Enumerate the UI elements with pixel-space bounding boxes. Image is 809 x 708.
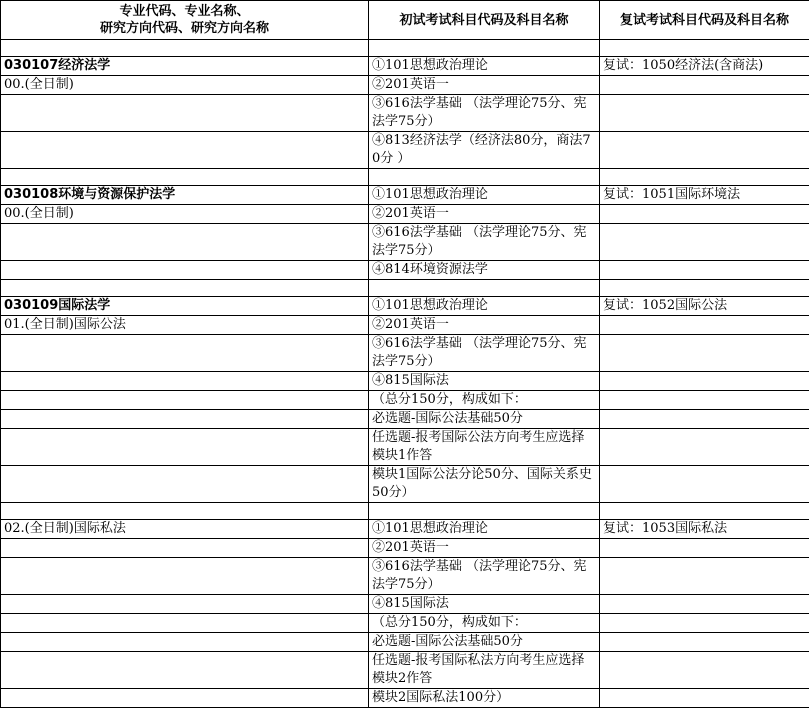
major-cell — [1, 335, 369, 372]
major-cell — [1, 466, 369, 503]
table-row — [1, 372, 809, 391]
table-body — [1, 40, 809, 708]
retest-subject-cell — [600, 261, 809, 280]
initial-subject-cell: （总分150分，构成如下： — [369, 391, 600, 410]
retest-subject-cell — [600, 429, 809, 466]
initial-subject-cell: ④813经济法学（经济法80分，商法70分 ） — [369, 132, 600, 169]
retest-subject-cell — [600, 280, 809, 297]
retest-subject-cell — [600, 466, 809, 503]
initial-subject-cell: ①101思想政治理论 — [369, 57, 600, 76]
major-cell: 02.(全日制)国际私法 — [1, 520, 369, 539]
major-cell — [1, 429, 369, 466]
table-row — [1, 595, 809, 614]
retest-subject-cell — [600, 205, 809, 224]
table-row — [1, 689, 809, 708]
retest-subject-cell — [600, 372, 809, 391]
table-row — [1, 539, 809, 558]
retest-subject-cell — [600, 503, 809, 520]
table-row — [1, 652, 809, 689]
spacer-row — [1, 503, 809, 520]
retest-subject-cell — [600, 40, 809, 57]
retest-subject-cell — [600, 595, 809, 614]
table-row — [1, 558, 809, 595]
header-major — [1, 1, 369, 40]
initial-subject-cell: ③616法学基础 （法学理论75分、宪法学75分） — [369, 558, 600, 595]
major-cell — [1, 539, 369, 558]
initial-subject-cell: ①101思想政治理论 — [369, 297, 600, 316]
initial-subject-cell: ④815国际法 — [369, 595, 600, 614]
retest-subject-cell — [600, 614, 809, 633]
table-row — [1, 186, 809, 205]
table-row — [1, 335, 809, 372]
major-cell — [1, 169, 369, 186]
major-cell — [1, 95, 369, 132]
table-row — [1, 391, 809, 410]
initial-subject-cell: ④815国际法 — [369, 372, 600, 391]
spacer-row — [1, 280, 809, 297]
initial-subject-cell: ③616法学基础 （法学理论75分、宪法学75分） — [369, 95, 600, 132]
table-row — [1, 205, 809, 224]
retest-subject-cell — [600, 76, 809, 95]
major-cell — [1, 280, 369, 297]
retest-subject-cell — [600, 169, 809, 186]
major-cell: 030108环境与资源保护法学 — [1, 186, 369, 205]
major-cell — [1, 224, 369, 261]
major-cell: 00.(全日制) — [1, 76, 369, 95]
table-row — [1, 633, 809, 652]
initial-subject-cell — [369, 503, 600, 520]
retest-subject-cell: 复试：1052国际公法 — [600, 297, 809, 316]
table-row — [1, 57, 809, 76]
table-row — [1, 76, 809, 95]
retest-subject-cell — [600, 335, 809, 372]
initial-subject-cell: 任选题-报考国际公法方向考生应选择模块1作答 — [369, 429, 600, 466]
table-row — [1, 95, 809, 132]
retest-subject-cell: 复试：1051国际环境法 — [600, 186, 809, 205]
major-cell: 030107经济法学 — [1, 57, 369, 76]
retest-subject-cell: 复试：1050经济法(含商法) — [600, 57, 809, 76]
table-row — [1, 261, 809, 280]
initial-subject-cell: ③616法学基础 （法学理论75分、宪法学75分） — [369, 335, 600, 372]
major-cell — [1, 633, 369, 652]
table-row — [1, 614, 809, 633]
major-cell — [1, 595, 369, 614]
table-row — [1, 429, 809, 466]
major-cell — [1, 689, 369, 708]
table-row — [1, 410, 809, 429]
retest-subject-cell — [600, 539, 809, 558]
retest-subject-cell — [600, 689, 809, 708]
table-header-row — [1, 1, 809, 40]
header-major-text: 专业代码、专业名称、 研究方向代码、研究方向名称 — [100, 4, 269, 36]
retest-subject-cell: 复试：1053国际私法 — [600, 520, 809, 539]
major-cell — [1, 558, 369, 595]
retest-subject-cell — [600, 391, 809, 410]
retest-subject-cell — [600, 652, 809, 689]
major-cell: 030109国际法学 — [1, 297, 369, 316]
major-cell: 01.(全日制)国际公法 — [1, 316, 369, 335]
major-cell — [1, 261, 369, 280]
initial-subject-cell: ②201英语一 — [369, 316, 600, 335]
retest-subject-cell — [600, 410, 809, 429]
initial-subject-cell: 模块2国际私法100分） — [369, 689, 600, 708]
initial-subject-cell: （总分150分，构成如下： — [369, 614, 600, 633]
retest-subject-cell — [600, 633, 809, 652]
major-cell — [1, 410, 369, 429]
table-row — [1, 132, 809, 169]
major-cell — [1, 614, 369, 633]
table-row — [1, 466, 809, 503]
initial-subject-cell — [369, 280, 600, 297]
retest-subject-cell — [600, 558, 809, 595]
initial-subject-cell: 任选题-报考国际私法方向考生应选择模块2作答 — [369, 652, 600, 689]
initial-subject-cell: ①101思想政治理论 — [369, 520, 600, 539]
initial-subject-cell: ②201英语一 — [369, 205, 600, 224]
major-cell — [1, 652, 369, 689]
header-initial-exam: 初试考试科目代码及科目名称 — [369, 1, 600, 40]
major-cell — [1, 391, 369, 410]
initial-subject-cell: ③616法学基础 （法学理论75分、宪法学75分） — [369, 224, 600, 261]
header-retest-exam: 复试考试科目代码及科目名称 — [600, 1, 809, 40]
table-row — [1, 316, 809, 335]
retest-subject-cell — [600, 316, 809, 335]
table-row — [1, 520, 809, 539]
initial-subject-cell: 模块1国际公法分论50分、国际关系史50分） — [369, 466, 600, 503]
retest-subject-cell — [600, 95, 809, 132]
major-cell — [1, 132, 369, 169]
initial-subject-cell — [369, 169, 600, 186]
initial-subject-cell: ②201英语一 — [369, 76, 600, 95]
initial-subject-cell — [369, 40, 600, 57]
initial-subject-cell: ①101思想政治理论 — [369, 186, 600, 205]
major-cell — [1, 40, 369, 57]
retest-subject-cell — [600, 132, 809, 169]
table-row — [1, 297, 809, 316]
retest-subject-cell — [600, 224, 809, 261]
spacer-row — [1, 40, 809, 57]
major-cell — [1, 503, 369, 520]
major-cell — [1, 372, 369, 391]
initial-subject-cell: 必选题-国际公法基础50分 — [369, 410, 600, 429]
initial-subject-cell: ④814环境资源法学 — [369, 261, 600, 280]
table-row — [1, 224, 809, 261]
spacer-row — [1, 169, 809, 186]
major-cell: 00.(全日制) — [1, 205, 369, 224]
initial-subject-cell: ②201英语一 — [369, 539, 600, 558]
initial-subject-cell: 必选题-国际公法基础50分 — [369, 633, 600, 652]
